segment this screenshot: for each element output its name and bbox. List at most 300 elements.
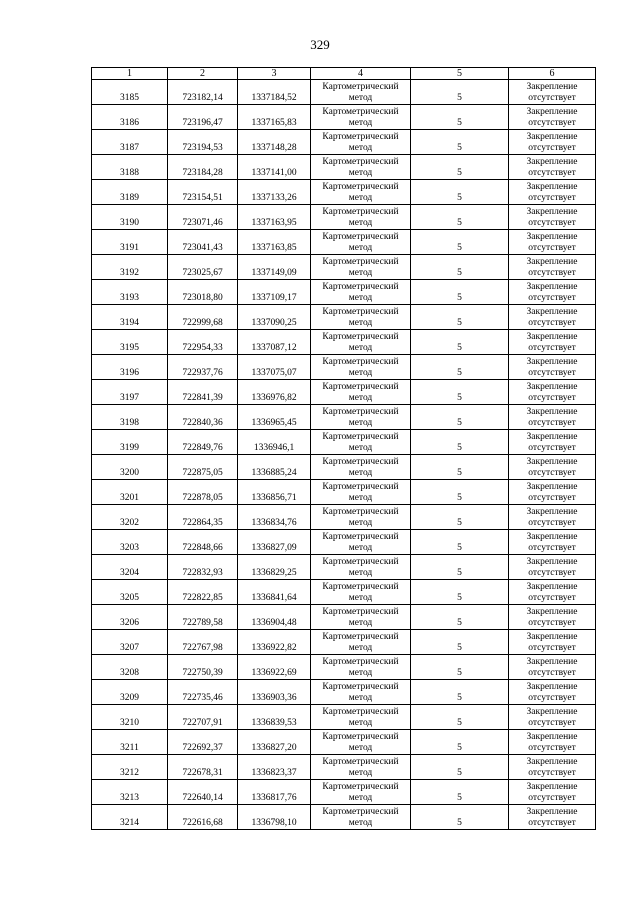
fixation-line-2: отсутствует: [528, 643, 576, 653]
method-line-1: Картометрический: [322, 382, 399, 392]
fixation-line-2: отсутствует: [528, 768, 576, 778]
fixation-line-1: Закрепление: [526, 357, 578, 367]
table-row: [92, 780, 596, 805]
table-row: [92, 80, 596, 105]
method-cell: [311, 805, 411, 830]
fixation-line-2: отсутствует: [528, 368, 576, 378]
fixation-cell: [509, 330, 596, 355]
fixation-line-2: отсутствует: [528, 293, 576, 303]
table-row: [92, 330, 596, 355]
accuracy-cell: 5: [411, 355, 509, 380]
method-line-2: метод: [348, 793, 373, 803]
fixation-line-1: Закрепление: [526, 757, 578, 767]
method-cell: [311, 255, 411, 280]
point-number-cell: 3187: [92, 130, 168, 155]
y-coordinate-cell: 1336922,82: [238, 630, 311, 655]
y-coordinate-cell: 1337163,85: [238, 230, 311, 255]
method-line-2: метод: [348, 193, 373, 203]
accuracy-cell: 5: [411, 155, 509, 180]
point-number-cell: 3200: [92, 455, 168, 480]
y-coordinate-cell: 1337075,07: [238, 355, 311, 380]
method-line-1: Картометрический: [322, 107, 399, 117]
method-cell: [311, 555, 411, 580]
table-row: [92, 255, 596, 280]
fixation-line-1: Закрепление: [526, 132, 578, 142]
fixation-cell: [509, 205, 596, 230]
point-number-cell: 3186: [92, 105, 168, 130]
fixation-line-2: отсутствует: [528, 393, 576, 403]
x-coordinate-cell: 722750,39: [168, 655, 238, 680]
accuracy-cell: 5: [411, 755, 509, 780]
method-cell: [311, 80, 411, 105]
method-line-2: метод: [348, 593, 373, 603]
fixation-cell: [509, 780, 596, 805]
fixation-line-2: отсутствует: [528, 743, 576, 753]
accuracy-cell: 5: [411, 105, 509, 130]
accuracy-cell: 5: [411, 480, 509, 505]
table-row: [92, 130, 596, 155]
fixation-line-1: Закрепление: [526, 532, 578, 542]
method-line-1: Картометрический: [322, 282, 399, 292]
accuracy-cell: 5: [411, 630, 509, 655]
fixation-cell: [509, 730, 596, 755]
table-row: [92, 280, 596, 305]
method-cell: [311, 580, 411, 605]
x-coordinate-cell: 722954,33: [168, 330, 238, 355]
fixation-cell: [509, 105, 596, 130]
x-coordinate-cell: 723196,47: [168, 105, 238, 130]
table-body: [92, 80, 596, 830]
method-line-2: метод: [348, 293, 373, 303]
method-line-1: Картометрический: [322, 307, 399, 317]
fixation-line-1: Закрепление: [526, 457, 578, 467]
point-number-cell: 3191: [92, 230, 168, 255]
y-coordinate-cell: 1337090,25: [238, 305, 311, 330]
point-number-cell: 3204: [92, 555, 168, 580]
fixation-cell: [509, 430, 596, 455]
method-line-1: Картометрический: [322, 407, 399, 417]
point-number-cell: 3195: [92, 330, 168, 355]
x-coordinate-cell: 723194,53: [168, 130, 238, 155]
fixation-line-2: отсутствует: [528, 93, 576, 103]
x-coordinate-cell: 722822,85: [168, 580, 238, 605]
fixation-cell: [509, 380, 596, 405]
fixation-line-2: отсутствует: [528, 793, 576, 803]
fixation-cell: [509, 755, 596, 780]
method-cell: [311, 205, 411, 230]
accuracy-cell: 5: [411, 330, 509, 355]
table-row: [92, 805, 596, 830]
method-line-1: Картометрический: [322, 557, 399, 567]
fixation-line-2: отсутствует: [528, 418, 576, 428]
fixation-line-2: отсутствует: [528, 443, 576, 453]
fixation-line-2: отсутствует: [528, 818, 576, 828]
point-number-cell: 3194: [92, 305, 168, 330]
fixation-line-2: отсутствует: [528, 718, 576, 728]
method-cell: [311, 630, 411, 655]
fixation-line-2: отсутствует: [528, 618, 576, 628]
method-line-2: метод: [348, 743, 373, 753]
method-line-2: метод: [348, 418, 373, 428]
y-coordinate-cell: 1336903,36: [238, 680, 311, 705]
accuracy-cell: 5: [411, 305, 509, 330]
method-line-1: Картометрический: [322, 482, 399, 492]
x-coordinate-cell: 722692,37: [168, 730, 238, 755]
table-row: [92, 555, 596, 580]
method-line-2: метод: [348, 568, 373, 578]
fixation-line-2: отсутствует: [528, 593, 576, 603]
method-line-1: Картометрический: [322, 532, 399, 542]
fixation-line-2: отсутствует: [528, 568, 576, 578]
fixation-line-1: Закрепление: [526, 207, 578, 217]
fixation-line-1: Закрепление: [526, 432, 578, 442]
method-cell: [311, 330, 411, 355]
fixation-cell: [509, 305, 596, 330]
method-cell: [311, 155, 411, 180]
fixation-line-1: Закрепление: [526, 682, 578, 692]
table-row: [92, 180, 596, 205]
method-cell: [311, 430, 411, 455]
fixation-cell: [509, 230, 596, 255]
method-line-2: метод: [348, 268, 373, 278]
fixation-line-1: Закрепление: [526, 407, 578, 417]
fixation-cell: [509, 180, 596, 205]
y-coordinate-cell: 1337184,52: [238, 80, 311, 105]
fixation-line-1: Закрепление: [526, 332, 578, 342]
x-coordinate-cell: 722678,31: [168, 755, 238, 780]
point-number-cell: 3199: [92, 430, 168, 455]
fixation-line-2: отсутствует: [528, 243, 576, 253]
point-number-cell: 3197: [92, 380, 168, 405]
table-row: [92, 105, 596, 130]
point-number-cell: 3196: [92, 355, 168, 380]
accuracy-cell: 5: [411, 230, 509, 255]
table-row: [92, 205, 596, 230]
y-coordinate-cell: 1336976,82: [238, 380, 311, 405]
fixation-line-1: Закрепление: [526, 582, 578, 592]
y-coordinate-cell: 1336817,76: [238, 780, 311, 805]
x-coordinate-cell: 722937,76: [168, 355, 238, 380]
method-line-1: Картометрический: [322, 507, 399, 517]
header-row: [92, 68, 596, 80]
fixation-line-1: Закрепление: [526, 182, 578, 192]
y-coordinate-cell: 1336965,45: [238, 405, 311, 430]
accuracy-cell: 5: [411, 655, 509, 680]
fixation-line-2: отсутствует: [528, 493, 576, 503]
accuracy-cell: 5: [411, 680, 509, 705]
table-row: [92, 405, 596, 430]
accuracy-cell: 5: [411, 455, 509, 480]
coordinates-table: [91, 67, 596, 830]
method-line-1: Картометрический: [322, 707, 399, 717]
point-number-cell: 3192: [92, 255, 168, 280]
fixation-line-2: отсутствует: [528, 193, 576, 203]
point-number-cell: 3188: [92, 155, 168, 180]
x-coordinate-cell: 722999,68: [168, 305, 238, 330]
method-line-2: метод: [348, 668, 373, 678]
method-line-2: метод: [348, 618, 373, 628]
fixation-line-1: Закрепление: [526, 732, 578, 742]
method-line-2: метод: [348, 643, 373, 653]
table-row: [92, 580, 596, 605]
fixation-line-2: отсутствует: [528, 468, 576, 478]
method-cell: [311, 705, 411, 730]
fixation-cell: [509, 605, 596, 630]
table-row: [92, 505, 596, 530]
method-line-1: Картометрический: [322, 757, 399, 767]
method-line-1: Картометрический: [322, 632, 399, 642]
method-line-2: метод: [348, 343, 373, 353]
fixation-line-1: Закрепление: [526, 557, 578, 567]
fixation-cell: [509, 80, 596, 105]
fixation-line-1: Закрепление: [526, 632, 578, 642]
table-row: [92, 480, 596, 505]
method-line-2: метод: [348, 468, 373, 478]
method-line-1: Картометрический: [322, 582, 399, 592]
method-line-1: Картометрический: [322, 257, 399, 267]
method-line-2: метод: [348, 818, 373, 828]
table-row: [92, 155, 596, 180]
y-coordinate-cell: 1336839,53: [238, 705, 311, 730]
method-line-1: Картометрический: [322, 232, 399, 242]
accuracy-cell: 5: [411, 255, 509, 280]
x-coordinate-cell: 723154,51: [168, 180, 238, 205]
fixation-cell: [509, 530, 596, 555]
method-line-1: Картометрический: [322, 332, 399, 342]
x-coordinate-cell: 722707,91: [168, 705, 238, 730]
method-cell: [311, 305, 411, 330]
fixation-line-1: Закрепление: [526, 507, 578, 517]
point-number-cell: 3202: [92, 505, 168, 530]
y-coordinate-cell: 1336856,71: [238, 480, 311, 505]
x-coordinate-cell: 722878,05: [168, 480, 238, 505]
x-coordinate-cell: 722832,93: [168, 555, 238, 580]
accuracy-cell: 5: [411, 580, 509, 605]
method-cell: [311, 130, 411, 155]
table-row: [92, 730, 596, 755]
y-coordinate-cell: 1337148,28: [238, 130, 311, 155]
accuracy-cell: 5: [411, 180, 509, 205]
point-number-cell: 3207: [92, 630, 168, 655]
method-cell: [311, 505, 411, 530]
y-coordinate-cell: 1336904,48: [238, 605, 311, 630]
column-header-6: 6: [509, 68, 596, 80]
point-number-cell: 3205: [92, 580, 168, 605]
y-coordinate-cell: 1337133,26: [238, 180, 311, 205]
fixation-line-2: отсутствует: [528, 318, 576, 328]
y-coordinate-cell: 1336885,24: [238, 455, 311, 480]
x-coordinate-cell: 722640,14: [168, 780, 238, 805]
method-line-1: Картометрический: [322, 357, 399, 367]
method-cell: [311, 230, 411, 255]
fixation-line-1: Закрепление: [526, 82, 578, 92]
fixation-line-1: Закрепление: [526, 257, 578, 267]
method-line-2: метод: [348, 443, 373, 453]
table-row: [92, 305, 596, 330]
y-coordinate-cell: 1336922,69: [238, 655, 311, 680]
page-number: 329: [310, 37, 330, 52]
method-cell: [311, 605, 411, 630]
fixation-cell: [509, 155, 596, 180]
method-line-1: Картометрический: [322, 682, 399, 692]
column-header-2: 2: [168, 68, 238, 80]
point-number-cell: 3211: [92, 730, 168, 755]
x-coordinate-cell: 723184,28: [168, 155, 238, 180]
fixation-line-1: Закрепление: [526, 282, 578, 292]
method-line-2: метод: [348, 393, 373, 403]
fixation-line-1: Закрепление: [526, 707, 578, 717]
fixation-cell: [509, 280, 596, 305]
y-coordinate-cell: 1336946,1: [238, 430, 311, 455]
point-number-cell: 3214: [92, 805, 168, 830]
y-coordinate-cell: 1336823,37: [238, 755, 311, 780]
method-line-2: метод: [348, 693, 373, 703]
point-number-cell: 3212: [92, 755, 168, 780]
x-coordinate-cell: 722840,36: [168, 405, 238, 430]
point-number-cell: 3203: [92, 530, 168, 555]
y-coordinate-cell: 1336834,76: [238, 505, 311, 530]
fixation-cell: [509, 680, 596, 705]
x-coordinate-cell: 722789,58: [168, 605, 238, 630]
method-cell: [311, 455, 411, 480]
method-cell: [311, 530, 411, 555]
table-row: [92, 380, 596, 405]
column-header-1: 1: [92, 68, 168, 80]
fixation-line-1: Закрепление: [526, 607, 578, 617]
accuracy-cell: 5: [411, 555, 509, 580]
fixation-line-1: Закрепление: [526, 482, 578, 492]
accuracy-cell: 5: [411, 205, 509, 230]
method-cell: [311, 405, 411, 430]
fixation-line-1: Закрепление: [526, 782, 578, 792]
method-line-1: Картометрический: [322, 807, 399, 817]
accuracy-cell: 5: [411, 730, 509, 755]
method-line-2: метод: [348, 218, 373, 228]
x-coordinate-cell: 723025,67: [168, 255, 238, 280]
fixation-cell: [509, 555, 596, 580]
accuracy-cell: 5: [411, 805, 509, 830]
y-coordinate-cell: 1337165,83: [238, 105, 311, 130]
y-coordinate-cell: 1336798,10: [238, 805, 311, 830]
point-number-cell: 3209: [92, 680, 168, 705]
method-line-2: метод: [348, 93, 373, 103]
method-line-1: Картометрический: [322, 432, 399, 442]
point-number-cell: 3213: [92, 780, 168, 805]
fixation-line-2: отсутствует: [528, 668, 576, 678]
fixation-line-1: Закрепление: [526, 232, 578, 242]
fixation-cell: [509, 630, 596, 655]
column-header-3: 3: [238, 68, 311, 80]
table-row: [92, 430, 596, 455]
x-coordinate-cell: 722616,68: [168, 805, 238, 830]
x-coordinate-cell: 722841,39: [168, 380, 238, 405]
point-number-cell: 3210: [92, 705, 168, 730]
fixation-cell: [509, 405, 596, 430]
fixation-line-2: отсутствует: [528, 118, 576, 128]
y-coordinate-cell: 1337141,00: [238, 155, 311, 180]
method-cell: [311, 480, 411, 505]
column-header-5: 5: [411, 68, 509, 80]
method-line-2: метод: [348, 543, 373, 553]
fixation-cell: [509, 480, 596, 505]
x-coordinate-cell: 722767,98: [168, 630, 238, 655]
accuracy-cell: 5: [411, 405, 509, 430]
fixation-cell: [509, 255, 596, 280]
fixation-line-2: отсутствует: [528, 343, 576, 353]
method-cell: [311, 755, 411, 780]
fixation-line-1: Закрепление: [526, 107, 578, 117]
x-coordinate-cell: 722864,35: [168, 505, 238, 530]
fixation-line-1: Закрепление: [526, 382, 578, 392]
method-line-1: Картометрический: [322, 157, 399, 167]
x-coordinate-cell: 722735,46: [168, 680, 238, 705]
fixation-cell: [509, 655, 596, 680]
fixation-line-2: отсутствует: [528, 543, 576, 553]
point-number-cell: 3189: [92, 180, 168, 205]
table-row: [92, 755, 596, 780]
method-line-2: метод: [348, 518, 373, 528]
table-row: [92, 655, 596, 680]
accuracy-cell: 5: [411, 380, 509, 405]
method-line-2: метод: [348, 493, 373, 503]
accuracy-cell: 5: [411, 280, 509, 305]
accuracy-cell: 5: [411, 705, 509, 730]
method-line-1: Картометрический: [322, 657, 399, 667]
table-row: [92, 705, 596, 730]
method-line-2: метод: [348, 143, 373, 153]
method-line-1: Картометрический: [322, 457, 399, 467]
method-line-1: Картометрический: [322, 82, 399, 92]
table-row: [92, 230, 596, 255]
method-line-1: Картометрический: [322, 607, 399, 617]
table-row: [92, 355, 596, 380]
x-coordinate-cell: 722875,05: [168, 455, 238, 480]
method-cell: [311, 105, 411, 130]
point-number-cell: 3206: [92, 605, 168, 630]
table-row: [92, 630, 596, 655]
fixation-cell: [509, 130, 596, 155]
method-line-1: Картометрический: [322, 782, 399, 792]
y-coordinate-cell: 1337109,17: [238, 280, 311, 305]
accuracy-cell: 5: [411, 605, 509, 630]
point-number-cell: 3198: [92, 405, 168, 430]
fixation-line-2: отсутствует: [528, 143, 576, 153]
accuracy-cell: 5: [411, 430, 509, 455]
table-row: [92, 680, 596, 705]
fixation-cell: [509, 355, 596, 380]
x-coordinate-cell: 722849,76: [168, 430, 238, 455]
method-line-2: метод: [348, 168, 373, 178]
method-line-2: метод: [348, 118, 373, 128]
fixation-line-2: отсутствует: [528, 693, 576, 703]
y-coordinate-cell: 1336841,64: [238, 580, 311, 605]
fixation-line-2: отсутствует: [528, 218, 576, 228]
x-coordinate-cell: 722848,66: [168, 530, 238, 555]
x-coordinate-cell: 723182,14: [168, 80, 238, 105]
fixation-line-1: Закрепление: [526, 657, 578, 667]
fixation-line-2: отсутствует: [528, 268, 576, 278]
table-row: [92, 530, 596, 555]
point-number-cell: 3208: [92, 655, 168, 680]
y-coordinate-cell: 1337087,12: [238, 330, 311, 355]
method-line-2: метод: [348, 768, 373, 778]
method-cell: [311, 380, 411, 405]
x-coordinate-cell: 723041,43: [168, 230, 238, 255]
x-coordinate-cell: 723071,46: [168, 205, 238, 230]
accuracy-cell: 5: [411, 780, 509, 805]
fixation-cell: [509, 505, 596, 530]
fixation-cell: [509, 705, 596, 730]
